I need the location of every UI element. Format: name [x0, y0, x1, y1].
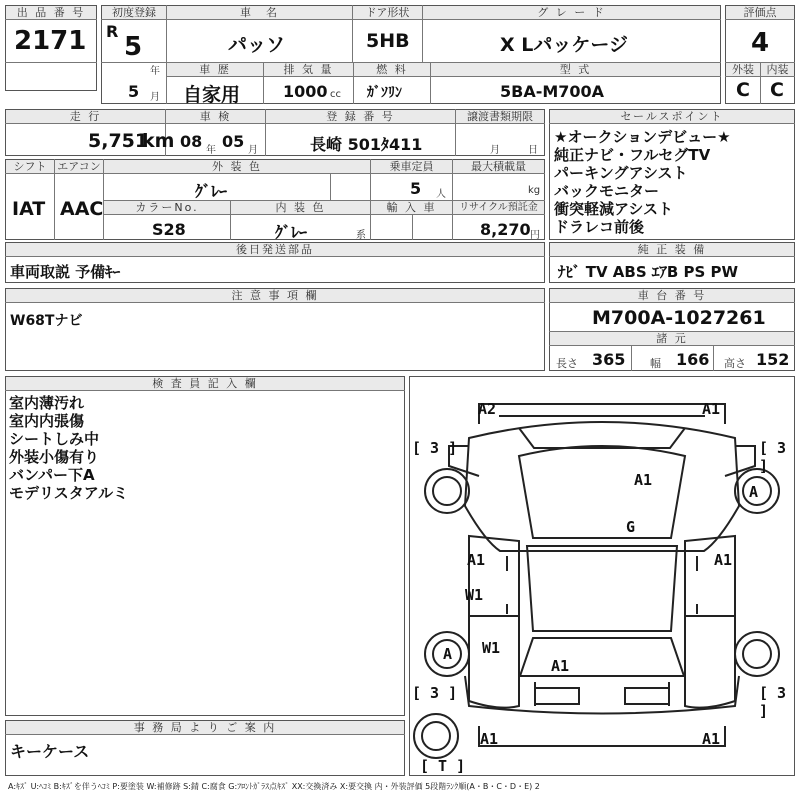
name-label: 車 名 [167, 6, 352, 19]
damage-mark: A2 [478, 400, 497, 418]
width-label: 幅 [650, 357, 661, 370]
reg-year: 5 [124, 32, 143, 62]
history: 自家用 [183, 84, 241, 106]
parts-label: 後日発送部品 [6, 243, 544, 256]
tire-mark: [ 3 ] [412, 439, 458, 457]
damage-mark: W1 [482, 639, 501, 657]
office-note: キーケース [10, 742, 90, 761]
history-label: 車 歴 [167, 63, 263, 76]
recycle-unit: 円 [530, 230, 540, 241]
int-color-unit: 系 [356, 230, 366, 241]
score-label: 評価点 [726, 6, 794, 19]
office-label: 事 務 局 よ り ご 案 内 [6, 721, 404, 734]
inspector-note: 室内内張傷 [9, 412, 85, 430]
fuel: ｶﾞｿﾘﾝ [367, 85, 402, 101]
recycle-label: リサイクル預託金 [453, 201, 544, 214]
capacity-unit: 人 [436, 189, 446, 200]
tire-mark: [ 3 ] [759, 439, 787, 475]
inspector-note: シートしみ中 [9, 430, 100, 448]
ext-color: ｸﾞﾚｰ [195, 182, 228, 201]
car-name: パッソ [228, 34, 286, 56]
disp-unit: cc [330, 89, 341, 100]
legend: A:ｷｽﾞ U:ﾍｺﾐ B:ｷｽﾞを伴うﾍｺﾐ P:要塗装 W:補修跡 S:錆 C:腐食 G:ﾌﾛﾝﾄｶﾞﾗｽ点ｷｽﾞ XX:交換済み X:要交換 内・外装評価 5段階ﾗﾝｸ順(A・B・C・D・E) 2 [8, 782, 540, 791]
color-no: S28 [152, 220, 186, 239]
import-label: 輸 入 車 [371, 201, 452, 214]
inspector-note: 室内薄汚れ [9, 394, 85, 412]
sales-point: ドラレコ前後 [554, 218, 645, 236]
equipment-label: 純 正 装 備 [550, 243, 794, 256]
score: 4 [751, 28, 770, 58]
mileage-label: 走 行 [6, 110, 165, 123]
transfer-month-unit: 月 [490, 145, 500, 156]
lot-label: 出 品 番 号 [6, 6, 96, 19]
model: 5BA-M700A [500, 82, 605, 101]
damage-mark: A1 [634, 471, 653, 489]
sales-point: 純正ナビ・フルセグTV [554, 146, 711, 164]
inspector-label: 検 査 員 記 入 欄 [6, 377, 404, 390]
damage-mark: G [626, 518, 636, 536]
ext-score: C [736, 79, 750, 101]
notes: W68Tナビ [10, 313, 83, 329]
int-label: 内装 [761, 63, 794, 76]
damage-mark: W1 [465, 586, 484, 604]
plate-label: 登 録 番 号 [266, 110, 455, 123]
transfer-day-unit: 日 [528, 145, 538, 156]
first-reg-label: 初度登録 [102, 6, 166, 19]
capacity-label: 乗車定員 [371, 160, 452, 173]
color-no-label: カラーNo. [104, 201, 230, 214]
mileage: 5,751 [88, 130, 149, 152]
length-label: 長さ [556, 357, 578, 370]
door-label: ドア形状 [353, 6, 422, 19]
inspect-year: 08 [180, 132, 203, 151]
inspector-note: バンパー下A [9, 466, 95, 484]
dims-label: 諸 元 [550, 332, 794, 345]
int-score: C [770, 79, 784, 101]
model-label: 型 式 [431, 63, 720, 76]
damage-mark: A1 [702, 400, 721, 418]
height-label: 高さ [724, 357, 746, 370]
inspect-month-unit: 月 [248, 145, 258, 156]
transfer-label: 譲渡書類期限 [456, 110, 544, 123]
damage-mark: A1 [702, 730, 721, 748]
tire-mark: [ 3 ] [412, 684, 458, 702]
int-color: ｸﾞﾚｰ [275, 223, 308, 242]
sales-point: パーキングアシスト [554, 164, 688, 182]
inspect-month: 05 [222, 132, 245, 151]
capacity: 5 [410, 179, 422, 198]
height: 152 [756, 350, 790, 369]
sales-point: バックモニター [554, 182, 660, 200]
damage-mark: A [749, 483, 759, 501]
reg-month: 5 [128, 82, 140, 101]
inspector-note: 外装小傷有り [9, 448, 100, 466]
year-unit: 年 [150, 66, 160, 77]
era: R [106, 22, 119, 41]
grade-label: グ レ ー ド [423, 6, 720, 19]
equipment: ﾅﾋﾞ TV ABS ｴｱB PS PW [558, 263, 739, 281]
tire-mark: [ 3 ] [759, 684, 787, 720]
width: 166 [676, 350, 710, 369]
inspect-year-unit: 年 [206, 145, 216, 156]
inspector-note: モデリスタアルミ [9, 484, 129, 502]
mileage-unit: km [142, 130, 175, 152]
damage-mark: A1 [480, 730, 499, 748]
recycle: 8,270 [480, 220, 531, 239]
fuel-label: 燃 料 [354, 63, 430, 76]
chassis-label: 車 台 番 号 [550, 289, 794, 302]
shift: IAT [12, 198, 46, 220]
ext-label: 外装 [726, 63, 760, 76]
plate: 長崎 501ﾀ411 [310, 135, 423, 154]
load-unit: kg [528, 185, 541, 196]
parts: 車両取説 予備ｷｰ [10, 263, 121, 281]
load-label: 最大積載量 [453, 160, 544, 173]
int-color-label: 内 装 色 [231, 201, 370, 214]
ext-color-label: 外 装 色 [104, 160, 370, 173]
damage-mark: A [443, 645, 453, 663]
chassis-number: M700A-1027261 [592, 307, 766, 329]
damage-mark: A1 [467, 551, 486, 569]
sales-point: 衝突軽減アシスト [554, 200, 673, 218]
displacement: 1000 [283, 82, 328, 101]
lot-number: 2171 [14, 26, 87, 56]
grade: X Lパッケージ [500, 34, 628, 56]
month-unit: 月 [150, 92, 160, 103]
sales-points-label: セールスポイント [550, 110, 794, 123]
ac-label: エアコン [55, 160, 103, 173]
sales-point: ★オークションデビュー★ [554, 128, 731, 146]
car-diagram-icon [409, 376, 795, 776]
inspect-label: 車 検 [166, 110, 265, 123]
disp-label: 排 気 量 [264, 63, 353, 76]
door-type: 5HB [366, 30, 410, 52]
notes-label: 注 意 事 項 欄 [6, 289, 544, 302]
ac: AAC [60, 198, 104, 220]
shift-label: シフト [6, 160, 54, 173]
damage-mark: A1 [714, 551, 733, 569]
tire-mark: [ T ] [420, 757, 466, 775]
damage-mark: A1 [551, 657, 570, 675]
length: 365 [592, 350, 626, 369]
